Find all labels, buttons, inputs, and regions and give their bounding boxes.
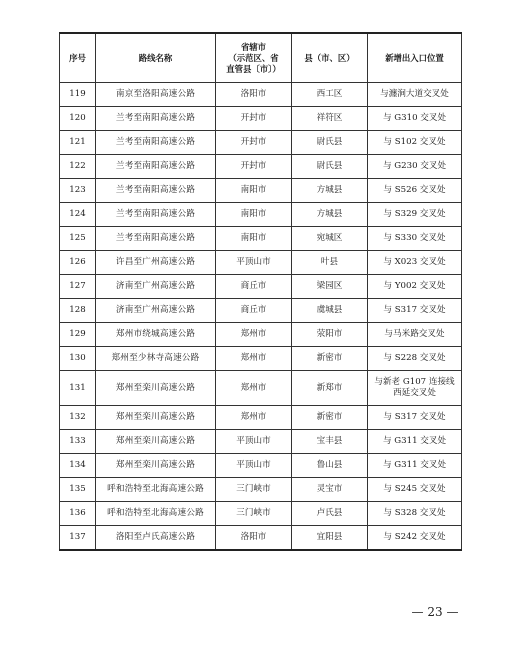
cell-position: 与马米路交叉处 [368, 323, 462, 347]
cell-seq: 120 [60, 107, 96, 131]
table-row [60, 430, 462, 454]
cell-seq: 123 [60, 179, 96, 203]
cell-position: 与 X023 交叉处 [368, 251, 462, 275]
cell-seq: 135 [60, 478, 96, 502]
cell-county: 尉氏县 [292, 131, 368, 155]
cell-city: 开封市 [216, 107, 292, 131]
table-row [60, 502, 462, 526]
cell-county: 新密市 [292, 406, 368, 430]
table-row [60, 203, 462, 227]
cell-position: 与 S228 交叉处 [368, 347, 462, 371]
cell-seq: 134 [60, 454, 96, 478]
cell-city: 郑州市 [216, 347, 292, 371]
cell-seq: 126 [60, 251, 96, 275]
table-row [60, 227, 462, 251]
cell-county: 梁园区 [292, 275, 368, 299]
cell-position: 与 S242 交叉处 [368, 526, 462, 551]
cell-position: 与 G311 交叉处 [368, 454, 462, 478]
cell-county: 西工区 [292, 83, 368, 107]
cell-county: 祥符区 [292, 107, 368, 131]
cell-city: 南阳市 [216, 227, 292, 251]
cell-county: 灵宝市 [292, 478, 368, 502]
table-row [60, 299, 462, 323]
cell-city: 开封市 [216, 155, 292, 179]
cell-county: 新密市 [292, 347, 368, 371]
cell-position: 与 G230 交叉处 [368, 155, 462, 179]
cell-route: 郑州至栾川高速公路 [96, 406, 216, 430]
cell-city: 南阳市 [216, 179, 292, 203]
cell-seq: 128 [60, 299, 96, 323]
cell-county: 鲁山县 [292, 454, 368, 478]
cell-city: 洛阳市 [216, 83, 292, 107]
cell-city: 开封市 [216, 131, 292, 155]
cell-position: 与 S328 交叉处 [368, 502, 462, 526]
table-body [60, 83, 462, 551]
cell-route: 兰考至南阳高速公路 [96, 179, 216, 203]
cell-position: 与瀍涧大道交叉处 [368, 83, 462, 107]
table-row [60, 454, 462, 478]
cell-seq: 129 [60, 323, 96, 347]
cell-city: 郑州市 [216, 371, 292, 406]
cell-county: 叶县 [292, 251, 368, 275]
cell-seq: 119 [60, 83, 96, 107]
cell-route: 兰考至南阳高速公路 [96, 155, 216, 179]
header-seq: 序号 [60, 33, 96, 83]
header-route: 路线名称 [96, 33, 216, 83]
cell-seq: 127 [60, 275, 96, 299]
table-row [60, 347, 462, 371]
cell-seq: 121 [60, 131, 96, 155]
cell-route: 兰考至南阳高速公路 [96, 227, 216, 251]
cell-position: 与 G311 交叉处 [368, 430, 462, 454]
table-row [60, 83, 462, 107]
cell-seq: 133 [60, 430, 96, 454]
cell-position: 与 S245 交叉处 [368, 478, 462, 502]
cell-position: 与 G310 交叉处 [368, 107, 462, 131]
cell-seq: 122 [60, 155, 96, 179]
table-row [60, 406, 462, 430]
cell-route: 兰考至南阳高速公路 [96, 131, 216, 155]
table-header-row [60, 33, 462, 83]
cell-position: 与 S329 交叉处 [368, 203, 462, 227]
cell-route: 郑州至栾川高速公路 [96, 454, 216, 478]
table-row [60, 179, 462, 203]
cell-city: 郑州市 [216, 323, 292, 347]
cell-city: 洛阳市 [216, 526, 292, 551]
cell-seq: 132 [60, 406, 96, 430]
cell-route: 呼和浩特至北海高速公路 [96, 478, 216, 502]
cell-route: 呼和浩特至北海高速公路 [96, 502, 216, 526]
cell-city: 商丘市 [216, 275, 292, 299]
cell-position: 与 S330 交叉处 [368, 227, 462, 251]
cell-county: 宝丰县 [292, 430, 368, 454]
page-number: — 23 — [411, 605, 459, 619]
cell-route: 南京至洛阳高速公路 [96, 83, 216, 107]
cell-position: 与 S317 交叉处 [368, 299, 462, 323]
cell-county: 尉氏县 [292, 155, 368, 179]
cell-position: 与 S526 交叉处 [368, 179, 462, 203]
cell-position: 与 S317 交叉处 [368, 406, 462, 430]
exit-table [59, 32, 462, 551]
cell-seq: 130 [60, 347, 96, 371]
table-row [60, 251, 462, 275]
table-row [60, 323, 462, 347]
cell-city: 平顶山市 [216, 454, 292, 478]
cell-seq: 124 [60, 203, 96, 227]
cell-county: 虞城县 [292, 299, 368, 323]
header-city: 省辖市 （示范区、省 直管县〔市〕） [216, 33, 292, 83]
cell-seq: 131 [60, 371, 96, 406]
cell-city: 平顶山市 [216, 430, 292, 454]
header-county: 县（市、区） [292, 33, 368, 83]
cell-route: 郑州至少林寺高速公路 [96, 347, 216, 371]
cell-route: 郑州市绕城高速公路 [96, 323, 216, 347]
table-row [60, 526, 462, 551]
cell-route: 许昌至广州高速公路 [96, 251, 216, 275]
cell-county: 方城县 [292, 203, 368, 227]
cell-city: 平顶山市 [216, 251, 292, 275]
cell-position: 与 Y002 交叉处 [368, 275, 462, 299]
cell-position: 与 S102 交叉处 [368, 131, 462, 155]
cell-county: 宛城区 [292, 227, 368, 251]
table-row [60, 275, 462, 299]
cell-county: 宜阳县 [292, 526, 368, 551]
table-row [60, 131, 462, 155]
cell-county: 新郑市 [292, 371, 368, 406]
cell-seq: 136 [60, 502, 96, 526]
cell-route: 济南至广州高速公路 [96, 299, 216, 323]
cell-seq: 137 [60, 526, 96, 551]
header-position: 新增出入口位置 [368, 33, 462, 83]
cell-city: 商丘市 [216, 299, 292, 323]
table-row [60, 155, 462, 179]
cell-city: 郑州市 [216, 406, 292, 430]
cell-route: 兰考至南阳高速公路 [96, 107, 216, 131]
cell-position: 与新老 G107 连接线 西延交叉处 [368, 371, 462, 406]
cell-city: 三门峡市 [216, 502, 292, 526]
cell-route: 郑州至栾川高速公路 [96, 430, 216, 454]
table-row [60, 371, 462, 406]
cell-county: 方城县 [292, 179, 368, 203]
cell-route: 洛阳至卢氏高速公路 [96, 526, 216, 551]
cell-county: 卢氏县 [292, 502, 368, 526]
cell-city: 三门峡市 [216, 478, 292, 502]
table-row [60, 478, 462, 502]
cell-city: 南阳市 [216, 203, 292, 227]
cell-route: 兰考至南阳高速公路 [96, 203, 216, 227]
cell-route: 郑州至栾川高速公路 [96, 371, 216, 406]
table-row [60, 107, 462, 131]
cell-seq: 125 [60, 227, 96, 251]
cell-county: 荥阳市 [292, 323, 368, 347]
cell-route: 济南至广州高速公路 [96, 275, 216, 299]
